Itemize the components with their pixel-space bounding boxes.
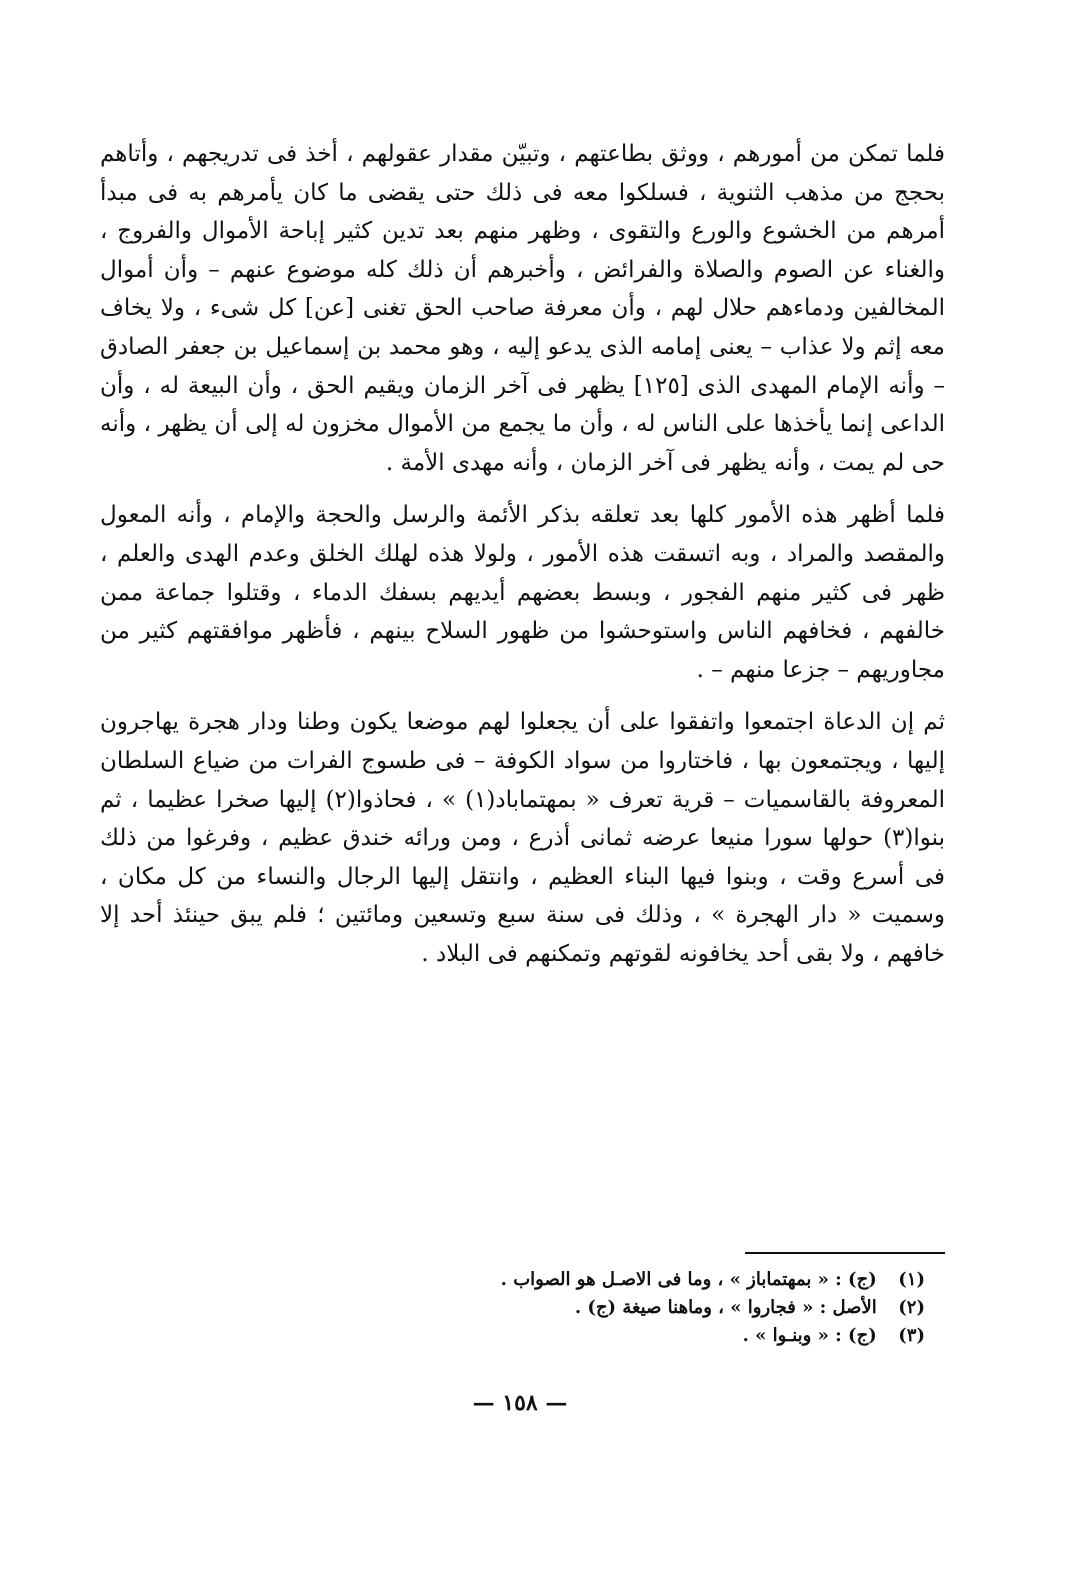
footnote-divider (745, 1252, 945, 1254)
paragraph-3: ثم إن الدعاة اجتمعوا واتفقوا على أن يجعلوا لهم موضعا يكون وطنا ودار هجرة يهاجرون إليها ، ويجتمعون بها ، فاختاروا من سواد الكوفة – فى طسوج الفرات من ضياع السلطان المعروفة بالقاسميات – قرية تعرف « بمهتماباد(١) » ، فحاذوا(٢) إليها صخرا عظيما ، ثم بنوا(٣) حولها سورا منيعا عرضه ثمانى أذرع ، ومن ورائه خندق عظيم ، وفرغوا من ذلك فى أسرع وقت ، وبنوا فيها البناء العظيم ، وانتقل إليها الرجال والنساء من كل مكان ، وسميت « دار الهجرة » ، وذلك فى سنة سبع وتسعين ومائتين ؛ فلم يبق حينئذ أحد إلا خافهم ، ولا بقى أحد يخافونه لقوتهم وتمكنهم فى البلاد . (100, 709, 945, 967)
footnotes (330, 1266, 925, 1350)
footnote-number: (١) (898, 1269, 925, 1290)
paragraph-1: فلما تمكن من أمورهم ، ووثق بطاعتهم ، وتبيّن مقدار عقولهم ، أخذ فى تدريجهم ، وأتاهم بحجج من مذهب الثنوية ، فسلكوا معه فى ذلك حتى يقضى ما كان يأمرهم به فى مبدأ أمرهم من الخشوع والورع والتقوى ، وظهر منهم بعد تدين كثير إباحة الأموال والفروج ، والغناء عن الصوم والصلاة والفرائض ، وأخبرهم أن ذلك كله موضوع عنهم – وأن أموال المخالفين ودماءهم حلال لهم ، وأن معرفة صاحب الحق تغنى [عن] كل شىء ، ولا يخاف معه إثم ولا عذاب – يعنى إمامه الذى يدعو إليه ، وهو محمد بن إسماعيل بن جعفر الصادق – وأنه الإمام المهدى الذى [١٢٥] يظهر فى آخر الزمان ويقيم الحق ، وأن البيعة له ، وأن الداعى إنما يأخذها على الناس له ، وأن ما يجمع من الأموال مخزون له إلى أن يظهر ، وأنه حى لم يمت ، وأنه يظهر فى آخر الزمان ، وأنه مهدى الأمة . (100, 141, 945, 476)
footnote-1 (330, 1266, 925, 1294)
page-number: — ١٥٨ — (472, 1390, 568, 1416)
footnote-text: (ج) : « بمهتماباز » ، وما فى الاصـل هو الصواب . (500, 1269, 877, 1290)
footnote-number: (٢) (898, 1297, 925, 1318)
footnote-2 (330, 1294, 925, 1322)
page-body (100, 135, 945, 973)
footnote-number: (٣) (898, 1325, 925, 1346)
paragraph-2: فلما أظهر هذه الأمور كلها بعد تعلقه بذكر الأئمة والرسل والحجة والإمام ، وأنه المعول والمقصد والمراد ، وبه اتسقت هذه الأمور ، ولولا هذه لهلك الخلق وعدم الهدى والعلم ، ظهر فى كثير منهم الفجور ، وبسط بعضهم أيديهم بسفك الدماء ، وقتلوا جماعة ممن خالفهم ، فخافهم الناس واستوحشوا من ظهور السلاح بينهم ، فأظهر موافقتهم كثير من مجاوريهم – جزعا منهم – . (100, 502, 945, 683)
main-text (100, 135, 945, 973)
footnote-text: (ج) : « وبنـوا » . (742, 1325, 877, 1346)
footnote-text: الأصل : « فجاروا » ، وماهنا صيغة (ج) . (574, 1297, 877, 1318)
footnote-3 (330, 1322, 925, 1350)
